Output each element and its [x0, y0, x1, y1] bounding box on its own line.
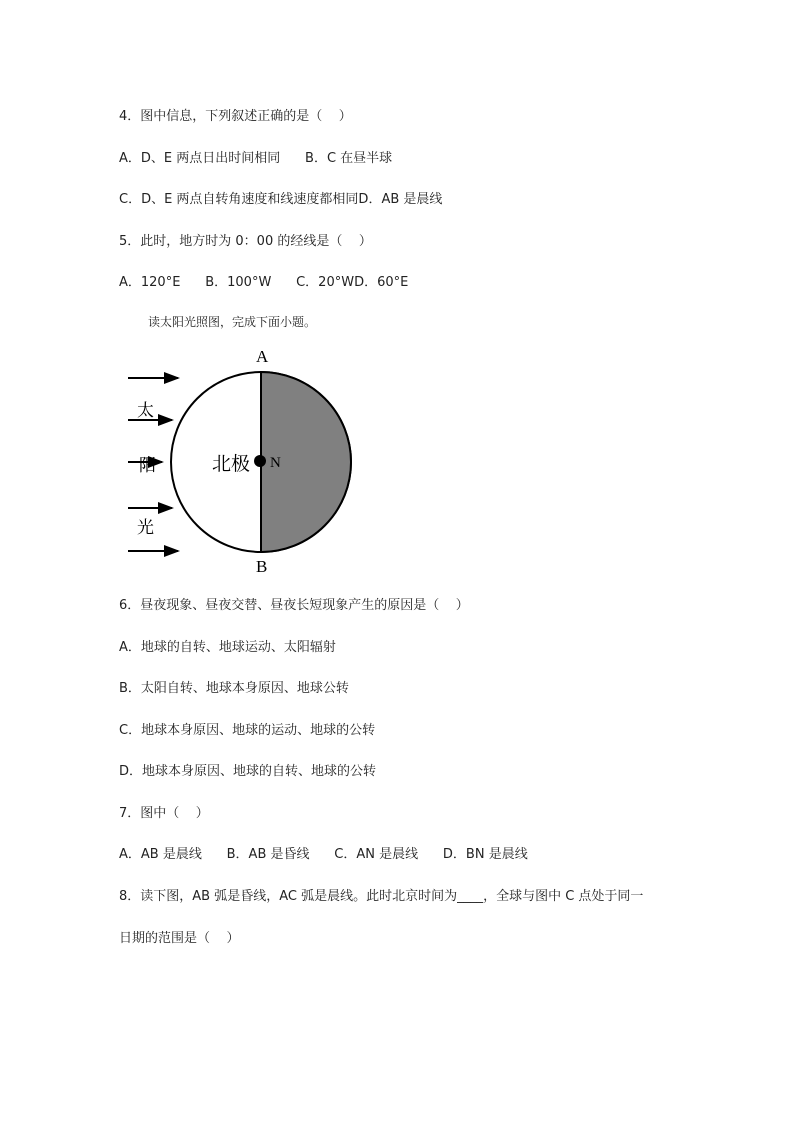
- label-north-pole: 北极: [212, 453, 251, 475]
- q7-options: A．AB 是晨线 B．AB 是昏线 C．AN 是晨线 D．BN 是晨线: [119, 847, 528, 862]
- q6-option-c: C．地球本身原因、地球的运动、地球的公转: [119, 723, 376, 738]
- north-pole-dot: [254, 455, 266, 467]
- sunlight-figure: [120, 345, 360, 580]
- q6-option-a: A．地球的自转、地球运动、太阳辐射: [119, 640, 336, 655]
- q4-stem: 4．图中信息，下列叙述正确的是（ ）: [119, 109, 352, 124]
- label-a: A: [256, 347, 269, 366]
- q4-options-line1: A．D、E 两点日出时间相同 B．C 在昼半球: [119, 151, 393, 166]
- sun-char-1: 太: [137, 401, 154, 421]
- q8-stem-line1: 8．读下图，AB 弧是昏线，AC 弧是晨线。此时北京时间为____，全球与图中 C 点处于同一: [119, 889, 644, 904]
- q7-stem: 7．图中（ ）: [119, 806, 209, 821]
- q6-option-d: D．地球本身原因、地球的自转、地球的公转: [119, 764, 377, 779]
- q4-options-line2: C．D、E 两点自转角速度和线速度都相同D．AB 是晨线: [119, 192, 443, 207]
- sun-char-2: 阳: [139, 456, 156, 476]
- label-n: N: [270, 455, 281, 471]
- q6-stem: 6．昼夜现象、昼夜交替、昼夜长短现象产生的原因是（ ）: [119, 598, 469, 613]
- sun-char-3: 光: [137, 518, 154, 538]
- q5-stem: 5．此时，地方时为 0：00 的经线是（ ）: [119, 234, 372, 249]
- label-b: B: [256, 557, 268, 576]
- q8-stem-line2: 日期的范围是（ ）: [119, 931, 240, 946]
- figure-intro: 读太阳光照图，完成下面小题。: [148, 315, 317, 329]
- q5-options: A．120°E B．100°W C．20°WD．60°E: [119, 275, 409, 290]
- q6-option-b: B．太阳自转、地球本身原因、地球公转: [119, 681, 349, 696]
